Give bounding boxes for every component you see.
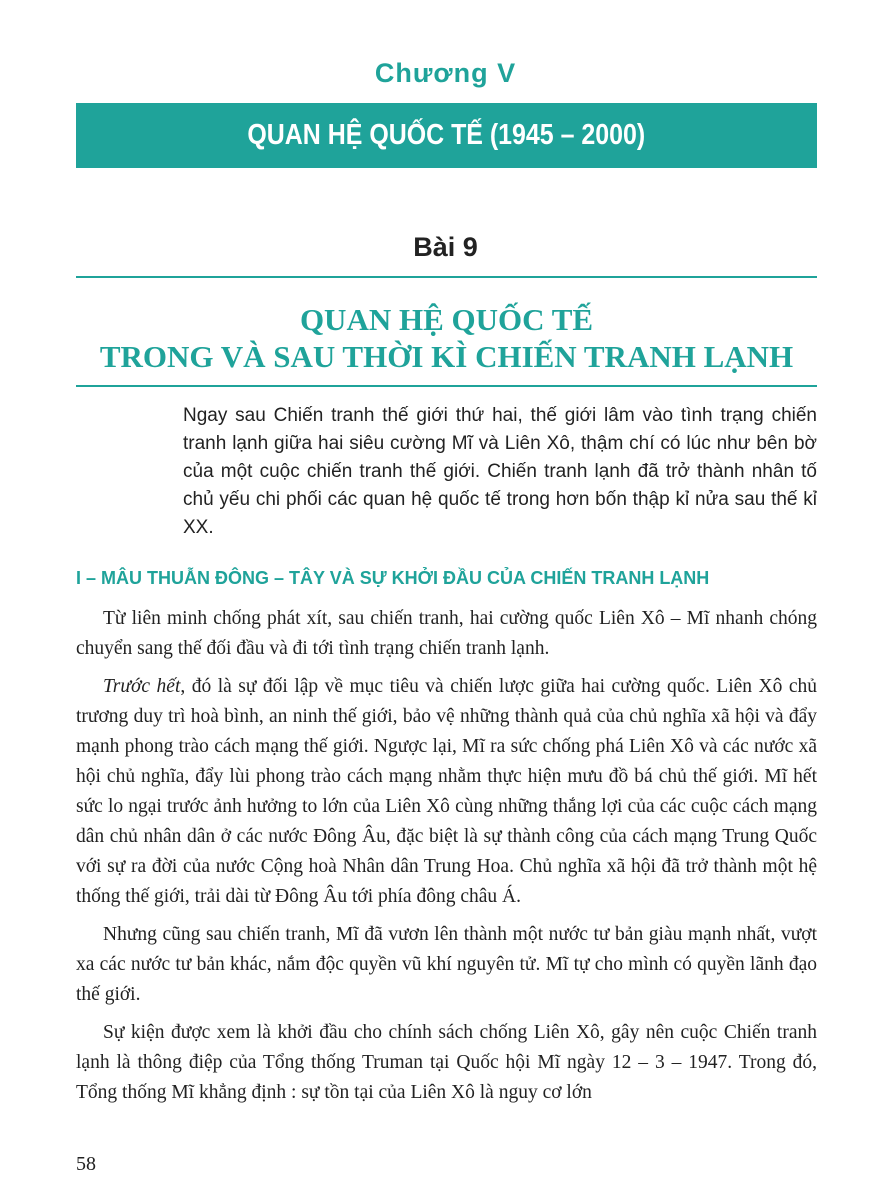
title-rule-top [76, 276, 817, 278]
paragraph-2-text: , đó là sự đối lập về mục tiêu và chiến lược giữa hai cường quốc. Liên Xô chủ trương duy trì hoà bình, an ninh thế giới, bảo vệ những thành quả của chủ nghĩa xã hội và đẩy mạnh phong trào cách mạng thế giới. Ngược lại, Mĩ ra sức chống phá Liên Xô và các nước xã hội chủ nghĩa, đẩy lùi phong trào cách mạng nhằm thực hiện mưu đồ bá chủ thế giới. Mĩ hết sức lo ngại trước ảnh hưởng to lớn của Liên Xô cùng những thắng lợi của các cuộc cách mạng dân chủ nhân dân ở các nước Đông Âu, đặc biệt là sự thành công của cách mạng Trung Quốc với sự ra đời của nước Cộng hoà Nhân dân Trung Hoa. Chủ nghĩa xã hội đã trở thành một hệ thống thế giới, trải dài từ Đông Âu tới phía đông châu Á. [76, 676, 817, 907]
chapter-label: Chương V [374, 58, 517, 88]
chapter-title: QUAN HỆ QUỐC TẾ (1945 – 2000) [247, 119, 646, 151]
title-rule-bottom [76, 385, 817, 387]
body-text [76, 604, 817, 1116]
paragraph-4: Sự kiện được xem là khởi đầu cho chính sách chống Liên Xô, gây nên cuộc Chiến tranh lạnh là thông điệp của Tổng thống Truman tại Quốc hội Mĩ ngày 12 – 3 – 1947. Trong đó, Tổng thống Mĩ khẳng định : sự tồn tại của Liên Xô là nguy cơ lớn [76, 1022, 817, 1103]
section-heading: I – MÂU THUẪN ĐÔNG – TÂY VÀ SỰ KHỞI ĐẦU CỦA CHIẾN TRANH LẠNH [76, 568, 710, 588]
chapter-title-banner [76, 103, 817, 168]
paragraph-2-lead: Trước hết [103, 676, 181, 697]
paragraph-3: Nhưng cũng sau chiến tranh, Mĩ đã vươn lên thành một nước tư bản giàu mạnh nhất, vượt xa các nước tư bản khác, nắm độc quyền vũ khí nguyên tử. Mĩ tự cho mình có quyền lãnh đạo thế giới. [76, 924, 817, 1005]
lesson-intro: Ngay sau Chiến tranh thế giới thứ hai, thế giới lâm vào tình trạng chiến tranh lạnh giữa hai siêu cường Mĩ và Liên Xô, thậm chí có lúc như bên bờ của một cuộc chiến tranh thế giới. Chiến tranh lạnh đã trở thành nhân tố chủ yếu chi phối các quan hệ quốc tế trong hơn bốn thập kỉ nửa sau thế kỉ XX. [183, 405, 817, 538]
lesson-title-line2: TRONG VÀ SAU THỜI KÌ CHIẾN TRANH LẠNH [99, 339, 794, 374]
lesson-number: Bài 9 [413, 232, 478, 262]
paragraph-1: Từ liên minh chống phát xít, sau chiến tranh, hai cường quốc Liên Xô – Mĩ nhanh chóng chuyển sang thế đối đầu và đi tới tình trạng chiến tranh lạnh. [76, 608, 817, 659]
paragraph-2 [76, 672, 817, 912]
page-number: 58 [76, 1153, 96, 1175]
lesson-title-line1: QUAN HỆ QUỐC TẾ [299, 302, 594, 337]
